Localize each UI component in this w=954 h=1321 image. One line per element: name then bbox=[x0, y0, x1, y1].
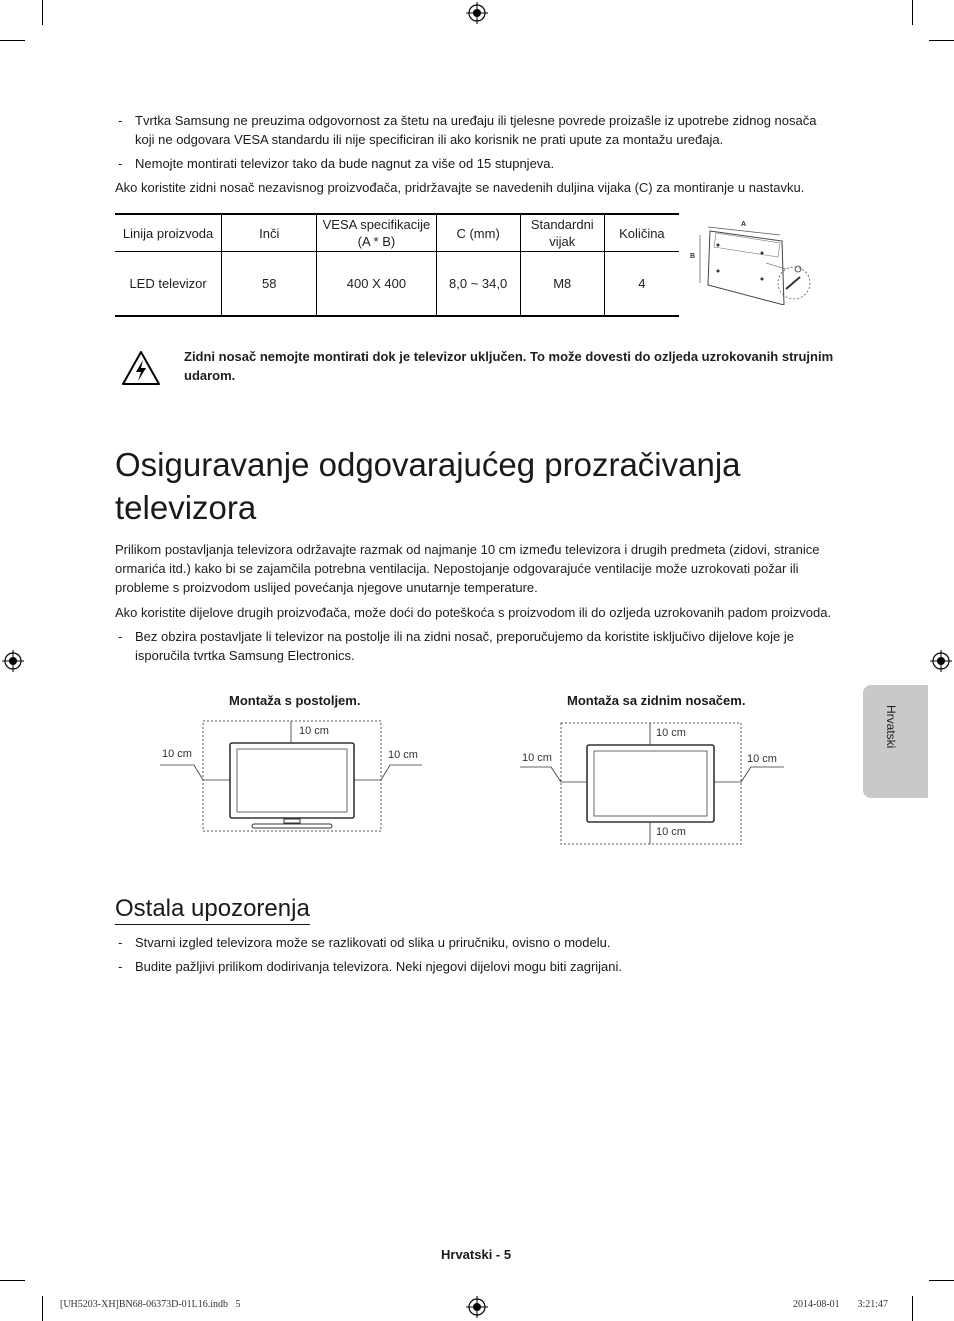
print-date-info: 2014-08-01   3:21:47 bbox=[793, 1299, 888, 1310]
dash-marker: - bbox=[118, 156, 123, 171]
list-item bbox=[118, 957, 830, 976]
crop-mark bbox=[42, 0, 43, 25]
note-text: Tvrtka Samsung ne preuzima odgovornost za štetu na uređaju ili tjelesne povrede proizašle iz upotrebe zidnog nosača koji ne odgovara VESA standardu ili nije specificiran ili ako korisnik ne prati upute za montažu uređaja. bbox=[135, 113, 817, 147]
dash-marker: - bbox=[118, 959, 123, 974]
list-item-text: Stvarni izgled televizora može se razlikovati od slika u priručniku, ovisno o modelu. bbox=[135, 935, 611, 950]
crop-mark bbox=[0, 40, 25, 41]
dash-marker: - bbox=[118, 935, 123, 950]
crop-mark bbox=[42, 1296, 43, 1321]
section-title-ventilation: Osiguravanje odgovarajućeg prozračivanja televizora bbox=[115, 446, 741, 526]
table-cell: 400 X 400 bbox=[317, 252, 436, 317]
registration-mark-icon bbox=[466, 2, 488, 24]
registration-mark-icon bbox=[930, 650, 952, 672]
clearance-label: 10 cm bbox=[747, 753, 777, 765]
dash-marker: - bbox=[118, 629, 123, 644]
table-header-row bbox=[115, 214, 679, 252]
print-file-info: [UH5203-XH]BN68-06373D-01L16.indb 5 bbox=[60, 1299, 241, 1310]
stand-mount-caption: Montaža s postoljem. bbox=[229, 693, 361, 708]
title-underline bbox=[115, 924, 310, 925]
clearance-label: 10 cm bbox=[162, 748, 192, 760]
table-cell: 58 bbox=[222, 252, 317, 317]
screw-intro-text: Ako koristite zidni nosač nezavisnog proizvođača, pridržavajte se navedenih duljina vijaka (C) za montiranje u nastavku. bbox=[115, 180, 805, 195]
clearance-label: 10 cm bbox=[656, 826, 686, 838]
section-title-warnings: Ostala upozorenja bbox=[115, 895, 310, 922]
table-cell: M8 bbox=[520, 252, 604, 317]
clearance-label: 10 cm bbox=[299, 725, 329, 737]
stand-mount-diagram bbox=[160, 718, 430, 833]
warning-text: Zidni nosač nemojte montirati dok je televizor uključen. To može dovesti do ozljeda uzrokovanih strujnim udarom. bbox=[184, 349, 834, 383]
dash-marker: - bbox=[118, 113, 123, 128]
note-text: Nemojte montirati televizor tako da bude nagnut za više od 15 stupnjeva. bbox=[135, 156, 555, 171]
note-item bbox=[118, 627, 830, 665]
table-header-cell: Standardni vijak bbox=[520, 214, 604, 252]
note-item bbox=[118, 111, 830, 149]
page-number: Hrvatski - 5 bbox=[441, 1247, 512, 1262]
crop-mark bbox=[0, 1280, 25, 1281]
note-text: Bez obzira postavljate li televizor na postolje ili na zidni nosač, preporučujemo da koristite isključivo dijelove koje je isporučila tvrtka Samsung Electronics. bbox=[135, 629, 795, 663]
table-row bbox=[115, 252, 679, 317]
language-side-tab bbox=[863, 685, 928, 798]
crop-mark bbox=[929, 40, 954, 41]
clearance-label: 10 cm bbox=[522, 752, 552, 764]
crop-mark bbox=[912, 1296, 913, 1321]
table-header-cell: Linija proizvoda bbox=[115, 214, 222, 252]
table-header-cell: VESA specifikacije (A * B) bbox=[317, 214, 436, 252]
table-cell: LED televizor bbox=[129, 276, 207, 291]
wall-mount-caption: Montaža sa zidnim nosačem. bbox=[567, 693, 746, 708]
list-item bbox=[118, 933, 830, 952]
registration-mark-icon bbox=[2, 650, 24, 672]
table-header-cell: Količina bbox=[604, 214, 679, 252]
note-item bbox=[118, 154, 830, 173]
table-header-cell: C (mm) bbox=[436, 214, 520, 252]
table-header-cell: Inči bbox=[222, 214, 317, 252]
table-cell: 8,0 ~ 34,0 bbox=[436, 252, 520, 317]
vesa-spec-table bbox=[115, 213, 679, 317]
crop-mark bbox=[912, 0, 913, 25]
wall-mount-illustration bbox=[686, 213, 814, 305]
wall-mount-diagram bbox=[520, 720, 786, 846]
electric-shock-warning-icon bbox=[121, 350, 161, 386]
ventilation-paragraph: Ako koristite dijelove drugih proizvođača, može doći do poteškoća s proizvodom ili do ozljeda uzrokovanih padom proizvoda. bbox=[115, 605, 832, 620]
side-tab-label: Hrvatski bbox=[884, 705, 898, 749]
clearance-label: 10 cm bbox=[656, 727, 686, 739]
registration-mark-icon bbox=[466, 1296, 488, 1318]
list-item-text: Budite pažljivi prilikom dodirivanja televizora. Neki njegovi dijelovi mogu biti zagrijani. bbox=[135, 959, 623, 974]
clearance-label: 10 cm bbox=[388, 749, 418, 761]
crop-mark bbox=[929, 1280, 954, 1281]
bracket-label-b: B bbox=[690, 253, 696, 260]
table-cell: 4 bbox=[604, 252, 679, 317]
ventilation-paragraph: Prilikom postavljanja televizora održavajte razmak od najmanje 10 cm između televizora i drugih predmeta (zidovi, stranice ormarića itd.) kako bi se zajamčila potrebna ventilacija. Nepostojanje odgovarajuće ventilacije može uzrokovati požar ili probleme s proizvodom uslijed povećanja njegove unutarnje temperature. bbox=[115, 542, 820, 595]
bracket-label-a: A bbox=[741, 221, 747, 228]
